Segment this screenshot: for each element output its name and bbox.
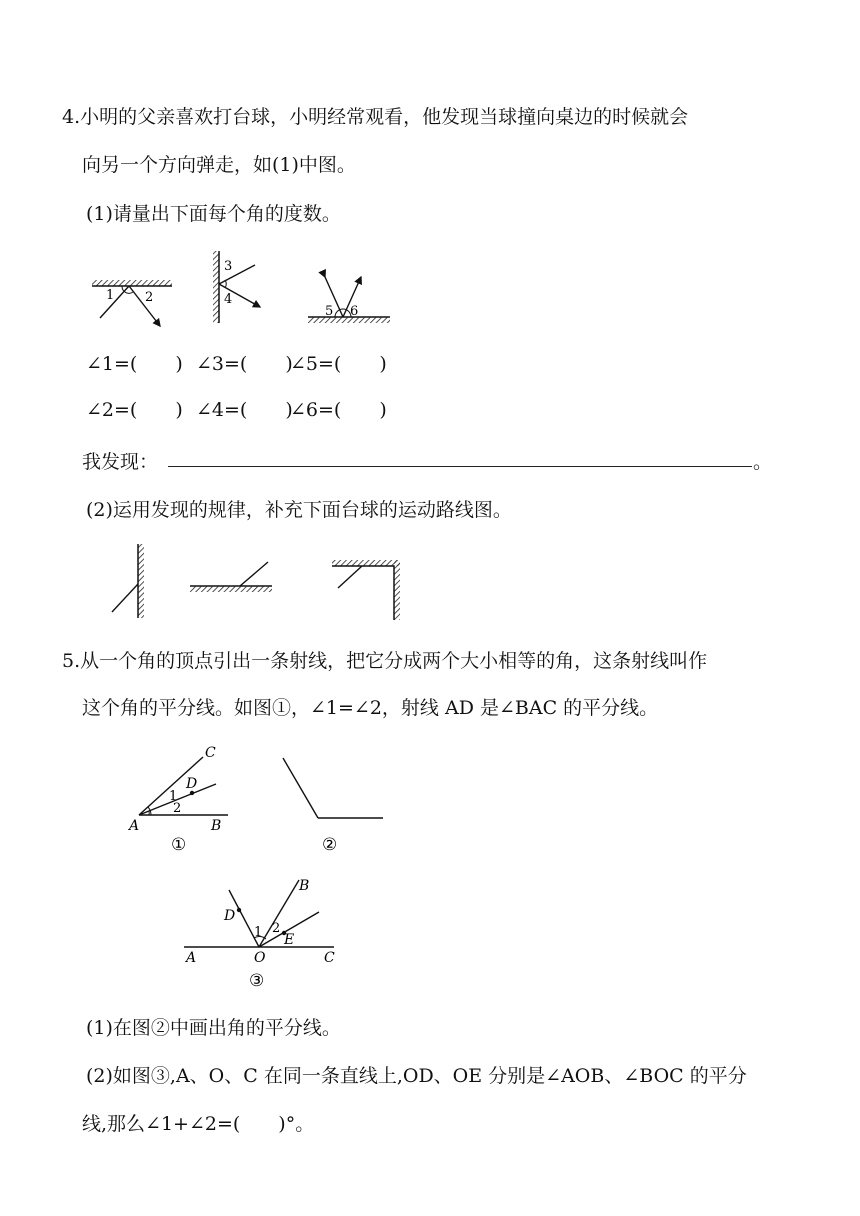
answer-angle-1[interactable]: ∠1=( ) [86,353,183,375]
label-B3: B [299,878,310,894]
angle-label-3: 3 [224,259,233,274]
figure-angles-1-2 [92,280,172,326]
answer-angle-2[interactable]: ∠2=( ) [86,399,183,421]
path-figure-left-wall [112,544,144,618]
path-figure-corner [332,560,400,620]
q4-line2: 向另一个方向弹走，如(1)中图。 [82,154,356,176]
angle-label-1: 1 [106,288,115,303]
label-A: A [129,818,140,834]
angle-label-4: 4 [224,292,233,307]
q5-line1: 5.从一个角的顶点引出一条射线，把它分成两个大小相等的角，这条射线叫作 [62,650,708,672]
label-O3: O [254,950,266,966]
label-angle-2-fig3: 2 [272,921,281,936]
label-angle-2: 2 [173,801,182,816]
caption-1: ① [171,835,187,855]
q5-part2-line2[interactable]: 线,那么∠1+∠2=( )°。 [82,1113,315,1135]
label-angle-1: 1 [169,789,178,804]
discover-answer-line[interactable] [168,466,752,467]
label-E3: E [284,932,295,948]
figure-2-angle[interactable] [275,752,395,855]
caption-3: ③ [249,971,265,991]
path-figure-bottom-wall [190,562,272,592]
caption-2: ② [322,835,338,855]
answer-angle-3[interactable]: ∠3=( ) [196,353,293,375]
billiard-path-figures [100,540,420,625]
label-A3: A [186,950,197,966]
answer-angle-4[interactable]: ∠4=( ) [196,399,293,421]
q4-part1: (1)请量出下面每个角的度数。 [86,203,341,225]
label-D: D [186,776,198,792]
q5-line2: 这个角的平分线。如图①，∠1=∠2，射线 AD 是∠BAC 的平分线。 [82,697,659,719]
label-C: C [205,745,216,761]
answer-angle-5[interactable]: ∠5=( ) [290,353,387,375]
figure-1-bisector [125,742,245,855]
angle-label-2: 2 [145,290,154,305]
q4-line1: 4.小明的父亲喜欢打台球，小明经常观看，他发现当球撞向桌边的时候就会 [62,106,689,128]
label-angle-1-fig3: 1 [254,925,263,940]
label-B: B [211,818,222,834]
answer-angle-6[interactable]: ∠6=( ) [290,399,387,421]
label-C3: C [324,950,335,966]
angle-label-6: 6 [350,304,359,319]
q5-part2-line1: (2)如图③,A、O、C 在同一条直线上,OD、OE 分别是∠AOB、∠BOC 的平分 [86,1065,747,1087]
billiard-angle-figures [80,245,410,335]
angle-label-5: 5 [325,304,334,319]
figure-angles-3-4 [213,251,260,323]
figure-3-straight-angle [178,872,343,990]
figure-angles-5-6 [308,277,390,323]
discover-end-punct: 。 [753,451,773,473]
discover-label: 我发现： [82,451,159,473]
q4-part2: (2)运用发现的规律，补充下面台球的运动路线图。 [86,499,512,521]
q5-part1: (1)在图②中画出角的平分线。 [86,1017,341,1039]
label-D3: D [224,908,236,924]
